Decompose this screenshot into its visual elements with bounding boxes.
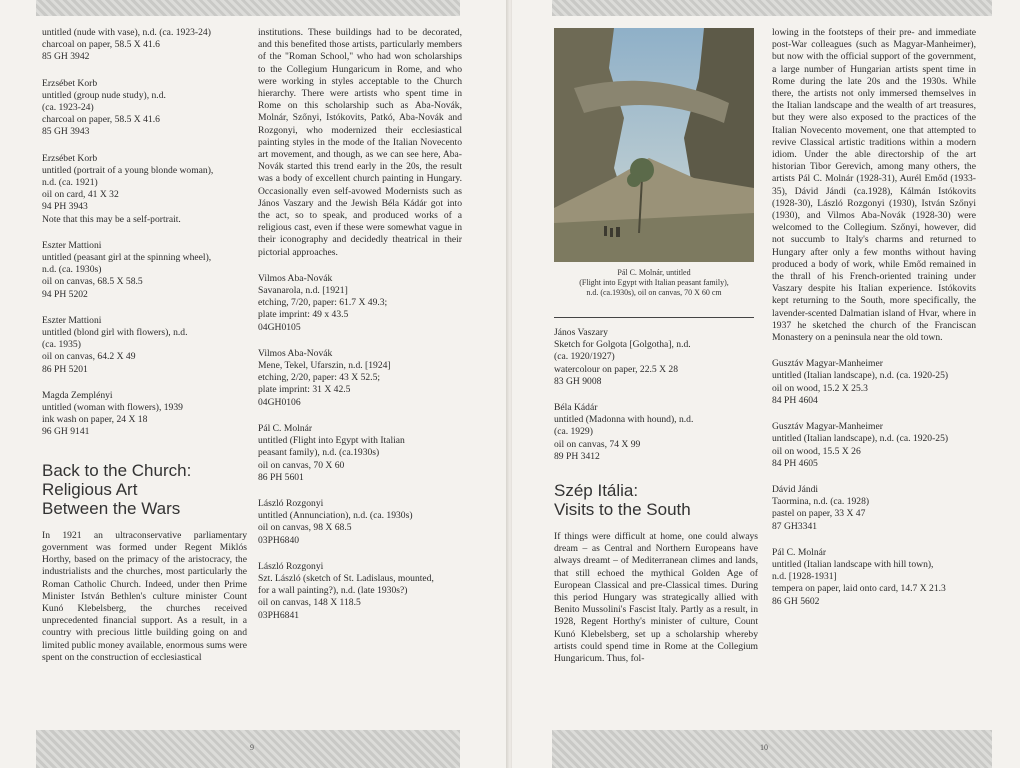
entry-line: untitled (blond girl with flowers), n.d. xyxy=(42,327,188,339)
artwork-entry xyxy=(554,327,758,388)
bottom-decorative-band xyxy=(36,730,460,768)
entry-line: oil on canvas, 98 X 68.5 xyxy=(258,522,352,534)
artwork-entry xyxy=(258,348,462,409)
entry-line: Dávid Jándi xyxy=(772,483,819,495)
entry-line: (ca. 1929) xyxy=(554,426,593,438)
bottom-decorative-band xyxy=(552,730,992,768)
artwork-entry xyxy=(772,358,976,407)
artwork-entry xyxy=(772,421,976,470)
entry-line: n.d. (ca. 1930s) xyxy=(42,264,102,276)
right-page-column-1 xyxy=(554,327,758,665)
entry-line: 03PH6840 xyxy=(258,534,300,546)
entry-line: Pál C. Molnár xyxy=(772,546,827,558)
entry-line: untitled (Flight into Egypt with Italian xyxy=(258,435,405,447)
body-paragraph: In 1921 an ultraconservative parliamentary government was formed under Regent Miklós Horthy, based on the primacy of the aristocracy, the industrialists and the churches, most particularly the Roman Catholic Church. Indeed, under then Prime Minister István Bethlen's culture minister Count Kunó Klebelsberg, the churches received unprecedented financial support. As a result, in a country with precious little building going on and limited public money available, enormous sums were spent on the construction of ecclesiastical xyxy=(42,529,247,663)
artwork-entry xyxy=(42,240,247,301)
entry-line: etching, 7/20, paper: 61.7 X 49.3; xyxy=(258,297,388,309)
entry-line: László Rozgonyi xyxy=(258,497,324,509)
entry-line: (ca. 1920/1927) xyxy=(554,351,615,363)
artwork-entry xyxy=(42,390,247,439)
entry-line: 04GH0105 xyxy=(258,321,301,333)
painting-caption xyxy=(554,268,754,298)
entry-line: untitled (woman with flowers), 1939 xyxy=(42,402,183,414)
artwork-entry-list xyxy=(258,273,462,622)
entry-line: 85 GH 3943 xyxy=(42,126,90,138)
heading-line: Szép Itália: xyxy=(554,481,639,501)
entry-line: n.d. [1928-1931] xyxy=(772,571,837,583)
entry-line: 86 PH 5201 xyxy=(42,363,88,375)
entry-line: Vilmos Aba-Novák xyxy=(258,347,333,359)
entry-line: Vilmos Aba-Novák xyxy=(258,272,333,284)
caption-divider xyxy=(554,317,754,318)
page-number: 9 xyxy=(250,743,254,752)
entry-line: 89 PH 3412 xyxy=(554,450,600,462)
top-decorative-band xyxy=(36,0,460,16)
entry-line: untitled (nude with vase), n.d. (ca. 1923-24) xyxy=(42,27,211,38)
entry-line: 04GH0106 xyxy=(258,396,301,408)
artwork-entry xyxy=(258,273,462,334)
artwork-entry-list xyxy=(772,358,976,607)
entry-line: oil on card, 41 X 32 xyxy=(42,189,119,201)
heading-line: Back to the Church: xyxy=(42,460,192,480)
body-paragraph-continued: institutions. These buildings had to be decorated, and this benefited those artists, particularly members of the "Roman School," who had won scholarships to the Collegium Hungaricum in Rome, and who were working in styles acceptable to the Church hierarchy. There were artists who spent time in Rome on this scholarship such as Aba-Novák, Molnár, Szőnyi, Istókovits, Patkó, Aba-Novák and Rozgonyi, who modernized their ecclesiastical painting styles in the mode of the Italian Novecento art movement, and though, as we can see here, Aba-Novák started this trend early in the 20s, the result was a body of excellent church painting in Hungary. Occasionally even self-avowed Modernists such as János Vaszary and the Jewish Béla Kádár got into the act, so to speak, and produced works of a religious cast, even if these were somewhat vague in their iconography and decidedly theatrical in their pictorial approaches. xyxy=(258,27,462,258)
entry-line: 85 GH 3942 xyxy=(42,51,90,63)
entry-line: plate imprint: 49 x 43.5 xyxy=(258,309,349,321)
entry-line: Magda Zemplényi xyxy=(42,389,113,401)
artwork-entry xyxy=(772,547,976,608)
entry-line: n.d. (ca. 1921) xyxy=(42,177,98,189)
artwork-entry-list xyxy=(42,27,247,439)
entry-line: Gusztáv Magyar-Manheimer xyxy=(772,421,883,433)
entry-line: untitled (peasant girl at the spinning wheel), xyxy=(42,252,212,264)
entry-line: oil on canvas, 70 X 60 xyxy=(258,459,345,471)
entry-line: watercolour on paper, 22.5 X 28 xyxy=(554,363,679,375)
entry-line: untitled (Italian landscape), n.d. (ca. 1920-25) xyxy=(772,433,949,445)
entry-line: Savanarola, n.d. [1921] xyxy=(258,285,348,297)
entry-line: Mene, Tekel, Ufarszin, n.d. [1924] xyxy=(258,360,391,372)
entry-line: Erzsébet Korb xyxy=(42,77,98,89)
entry-line: (ca. 1923-24) xyxy=(42,102,94,114)
entry-line: oil on canvas, 74 X 99 xyxy=(554,438,641,450)
artwork-entry-list xyxy=(554,327,758,463)
left-page xyxy=(0,0,508,768)
entry-line: untitled (Italian landscape with hill town), xyxy=(772,558,934,570)
right-page-column-2 xyxy=(772,27,976,622)
entry-line: 84 PH 4604 xyxy=(772,394,818,406)
entry-line: untitled (Annunciation), n.d. (ca. 1930s) xyxy=(258,510,413,522)
entry-line: Sketch for Golgota [Golgotha], n.d. xyxy=(554,339,691,351)
entry-line: peasant family), n.d. (ca.1930s) xyxy=(258,447,380,459)
caption-line: Pál C. Molnár, untitled xyxy=(617,268,691,277)
artwork-entry xyxy=(42,27,247,64)
page-number: 10 xyxy=(760,743,768,752)
entry-line: 84 PH 4605 xyxy=(772,457,818,469)
entry-line: oil on canvas, 148 X 118.5 xyxy=(258,597,361,609)
heading-line: Religious Art xyxy=(42,479,138,499)
entry-line: 87 GH3341 xyxy=(772,520,818,532)
artwork-entry xyxy=(258,561,462,622)
artwork-entry xyxy=(42,315,247,376)
entry-line: 83 GH 9008 xyxy=(554,375,602,387)
painting-image-flight-into-egypt xyxy=(554,28,754,262)
entry-line: plate imprint: 31 X 42.5 xyxy=(258,384,351,396)
caption-line: n.d. (ca.1930s), oil on canvas, 70 X 60 cm xyxy=(586,288,722,297)
section-heading xyxy=(554,481,758,519)
artwork-entry xyxy=(258,423,462,484)
entry-line: ink wash on paper, 24 X 18 xyxy=(42,414,148,426)
section-heading xyxy=(42,461,247,518)
entry-line: oil on canvas, 68.5 X 58.5 xyxy=(42,276,143,288)
entry-line: Béla Kádár xyxy=(554,402,598,414)
entry-line: 94 PH 5202 xyxy=(42,288,88,300)
entry-line: etching, 2/20, paper: 43 X 52.5; xyxy=(258,372,381,384)
entry-line: János Vaszary xyxy=(554,327,608,338)
top-decorative-band xyxy=(552,0,992,16)
entry-line: untitled (Italian landscape), n.d. (ca. 1920-25) xyxy=(772,370,949,382)
entry-line: Pál C. Molnár xyxy=(258,422,313,434)
entry-line: tempera on paper, laid onto card, 14.7 X 21.3 xyxy=(772,583,946,595)
left-page-column-2 xyxy=(258,27,462,636)
entry-line: Taormina, n.d. (ca. 1928) xyxy=(772,496,870,508)
entry-line: for a wall painting?), n.d. (late 1930s?) xyxy=(258,585,408,597)
entry-line: Eszter Mattioni xyxy=(42,314,102,326)
artwork-entry xyxy=(42,153,247,226)
artwork-entry xyxy=(554,402,758,463)
entry-line: oil on wood, 15.5 X 26 xyxy=(772,445,861,457)
body-paragraph: If things were difficult at home, one could always dream – as Central and Northern Europeans have always dreamt – of Mediterranean climes and lands, that still echoed the mythical Golden Age of European Classical and pre-Classical times. During this period Hungary was strategically allied with Benito Mussolini's Fascist Italy. Partly as a result, in 1928, Regent Horthy's minister of culture, Count Kunó Klebelsberg, set up a scholarship whereby artists could spend time in Rome at the Collegium Hungaricum. Thus, fol- xyxy=(554,531,758,665)
entry-line: charcoal on paper, 58.5 X 41.6 xyxy=(42,114,160,126)
entry-line: 03PH6841 xyxy=(258,609,300,621)
artwork-entry xyxy=(772,484,976,533)
artwork-entry xyxy=(42,78,247,139)
entry-line: untitled (Madonna with hound), n.d. xyxy=(554,414,694,426)
entry-line: oil on canvas, 64.2 X 49 xyxy=(42,351,136,363)
entry-line: untitled (portrait of a young blonde woman), xyxy=(42,164,214,176)
entry-line: pastel on paper, 33 X 47 xyxy=(772,508,866,520)
entry-line: Szt. László (sketch of St. Ladislaus, mounted, xyxy=(258,572,434,584)
entry-line: 94 PH 3943 xyxy=(42,201,88,213)
heading-line: Between the Wars xyxy=(42,498,181,518)
entry-line: untitled (group nude study), n.d. xyxy=(42,89,166,101)
entry-line: Gusztáv Magyar-Manheimer xyxy=(772,358,883,370)
entry-line: oil on wood, 15.2 X 25.3 xyxy=(772,382,868,394)
heading-line: Visits to the South xyxy=(554,500,691,520)
body-paragraph-continued: lowing in the footsteps of their pre- and immediate post-War colleagues (such as Magyar-Manheimer), but now with the official support of the government, a large number of Hungarian artists spent time in Rome during the late 20s and the 1930s. While there, the artists not only immersed themselves in the Italian landscape and the wealth of art treasures, but they were also exposed to the practices of the Italian Novecento movement, one that attempted to revive Classical artistic traditions within a modern idiom. Under the able directorship of the art historian Tibor Gerevich, among many others, the artists Pál C. Molnár (1928-31), Aurél Emőd (1933-35), Dávid Jándi (ca.1928), Kálmán Istókovits (1928-30), László Rozgonyi (1930), István Szőnyi (1930), and Vilmos Aba-Novák (1928-30) were welcomed to the Collegium. Szőnyi, however, did not succumb to Italy's charms and returned to Hungary after only a few months without having produced a body of work, while Emőd remained in the thrall of his French-oriented training under Vaszary despite his Italian experience. Istókovits kept returning to the South, more specifically, the lavender-scented Dalmatian island of Hvar, where in 1937 he sketched the church of the Franciscan Monastery on a peninsula near the old town. xyxy=(772,27,976,344)
left-page-column-1 xyxy=(42,27,247,664)
entry-line: László Rozgonyi xyxy=(258,560,324,572)
caption-line: (Flight into Egypt with Italian peasant family), xyxy=(579,278,729,287)
entry-line: Eszter Mattioni xyxy=(42,239,102,251)
entry-line: 86 PH 5601 xyxy=(258,471,304,483)
entry-line: charcoal on paper, 58.5 X 41.6 xyxy=(42,39,160,51)
entry-line: Note that this may be a self-portrait. xyxy=(42,213,181,225)
entry-line: 96 GH 9141 xyxy=(42,426,90,438)
entry-line: Erzsébet Korb xyxy=(42,152,98,164)
entry-line: 86 GH 5602 xyxy=(772,595,820,607)
artwork-entry xyxy=(258,498,462,547)
entry-line: (ca. 1935) xyxy=(42,339,81,351)
